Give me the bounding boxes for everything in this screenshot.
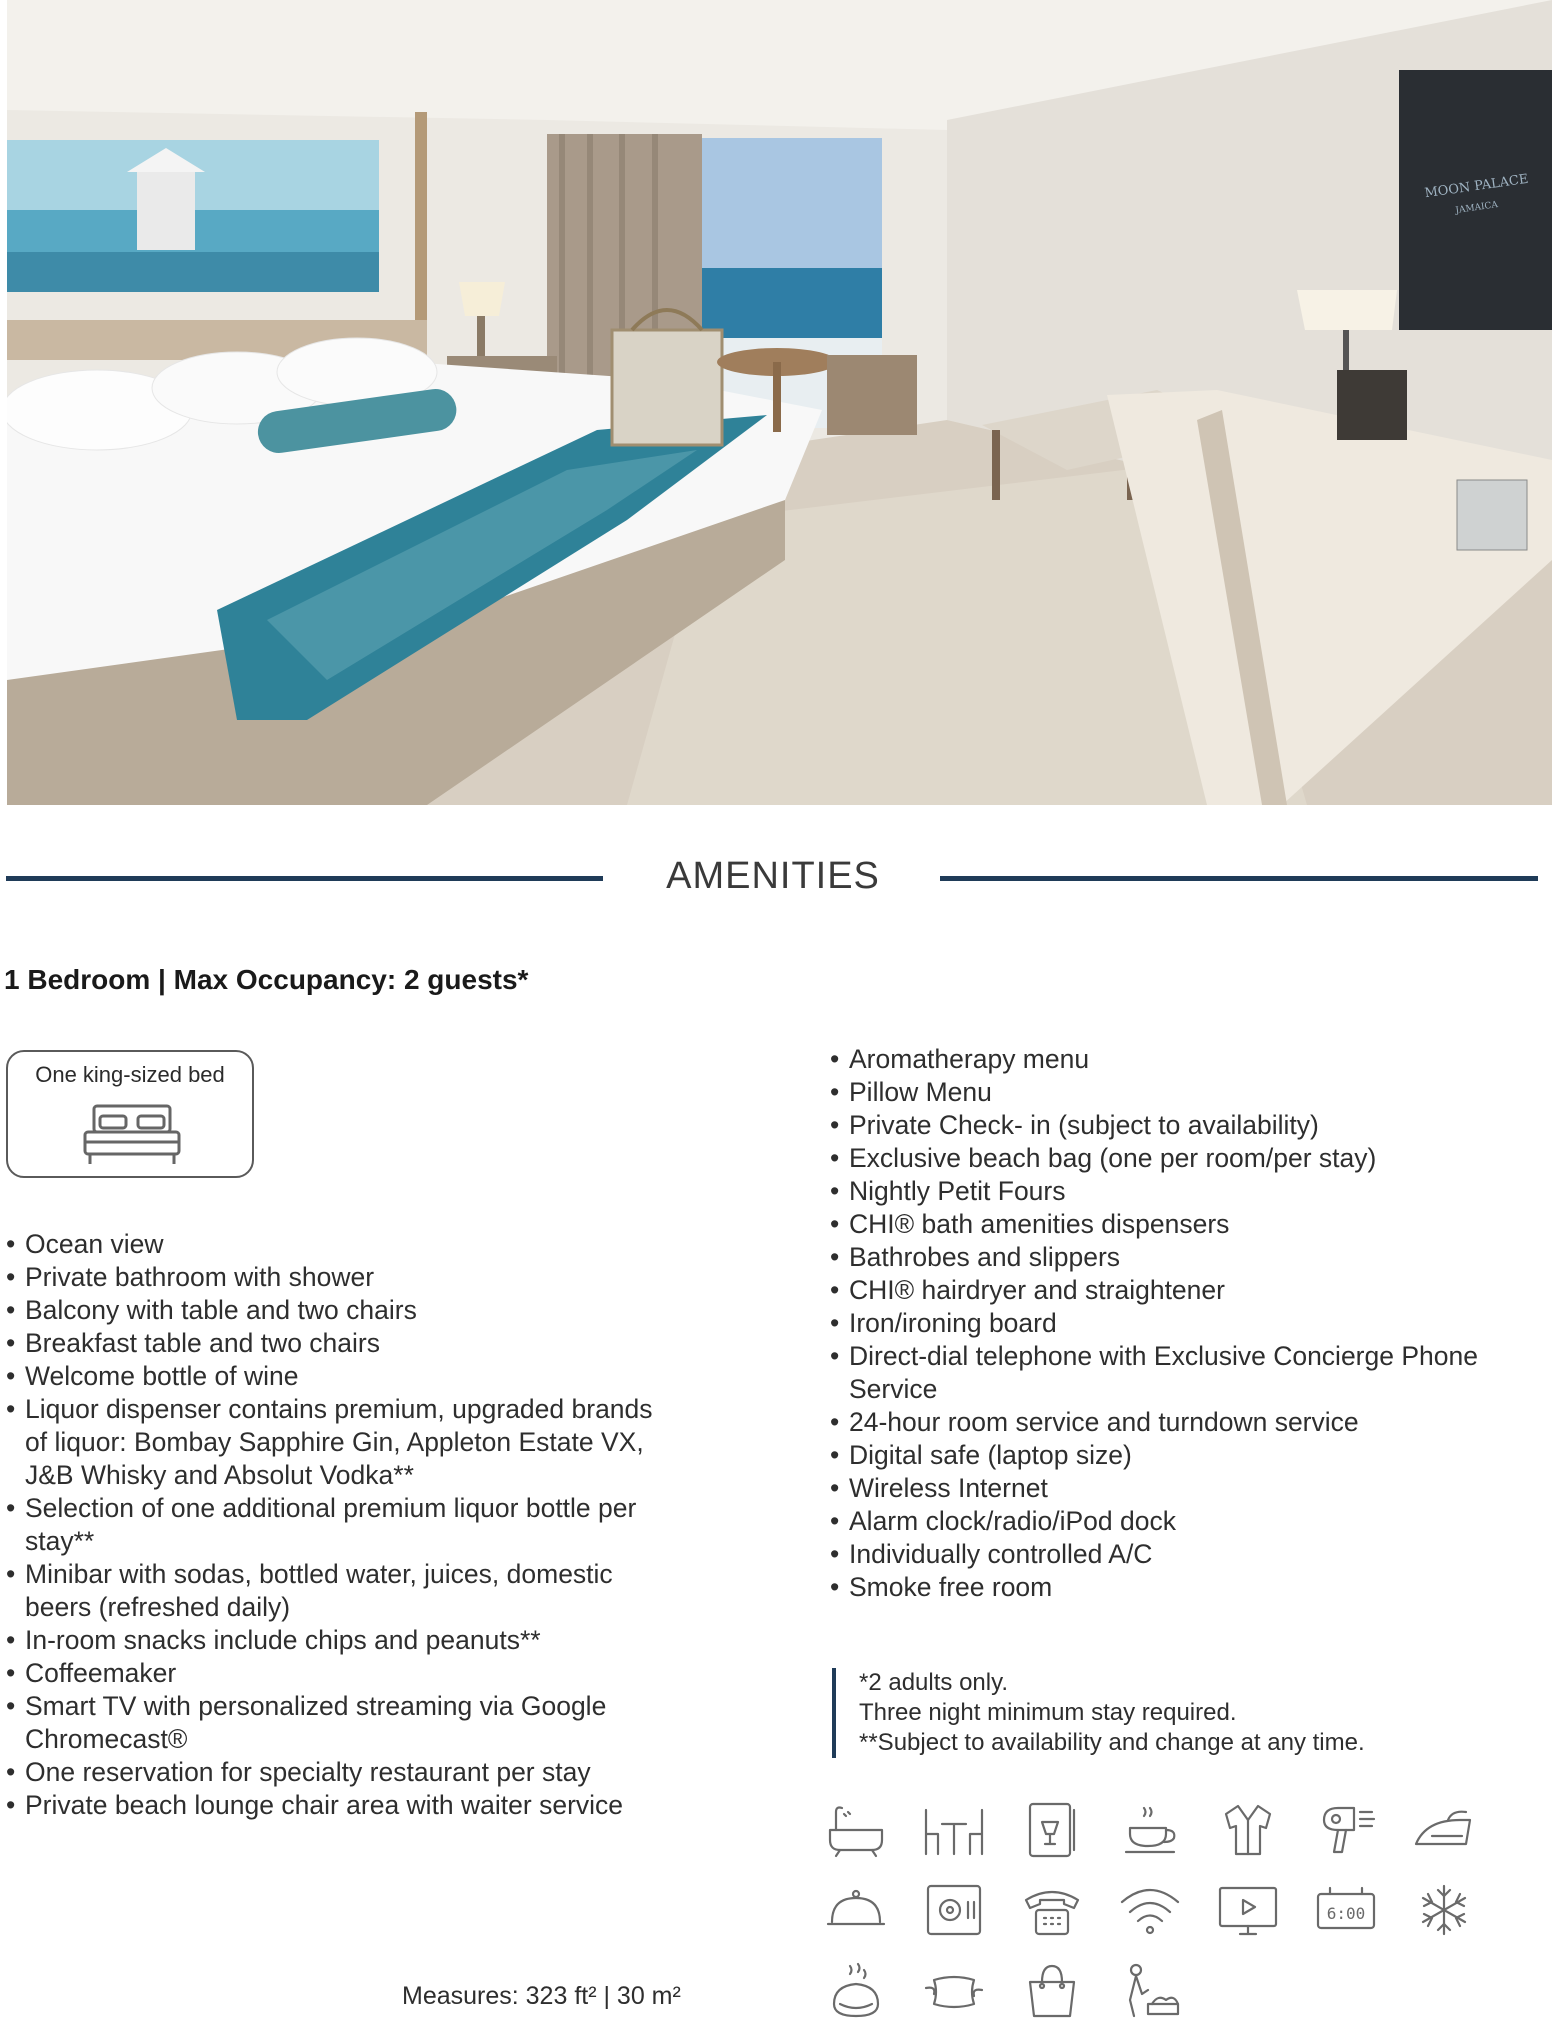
amenities-heading-row xyxy=(0,852,1558,902)
turndown-service-icon xyxy=(1118,1960,1182,2020)
bathtub-icon xyxy=(824,1800,888,1860)
footnote-box xyxy=(832,1668,1365,1758)
list-item: • Wireless Internet xyxy=(828,1472,1528,1505)
list-item: • Minibar with sodas, bottled water, juices, domestic beers (refreshed daily) xyxy=(4,1558,625,1624)
list-item: • CHI® bath amenities dispensers xyxy=(828,1208,1528,1241)
snowflake-icon xyxy=(1412,1880,1476,1940)
telephone-icon xyxy=(1020,1880,1084,1940)
list-item: • 24-hour room service and turndown service xyxy=(828,1406,1528,1439)
tv-logo-line1: MOON PALACE xyxy=(1423,171,1530,202)
amenities-list-left xyxy=(4,1228,724,1822)
amenities-list-right xyxy=(828,1043,1528,1604)
king-bed-icon xyxy=(82,1102,182,1168)
list-item: • Private bathroom with shower xyxy=(4,1261,724,1294)
bathrobe-icon xyxy=(1216,1800,1280,1860)
amenity-icon-grid xyxy=(824,1800,1524,2025)
tv-logo-line2: JAMAICA xyxy=(1454,200,1499,216)
list-item: • Nightly Petit Fours xyxy=(828,1175,1528,1208)
hairdryer-icon xyxy=(1314,1800,1378,1860)
heading-divider-left xyxy=(6,876,603,881)
list-item: • Alarm clock/radio/iPod dock xyxy=(828,1505,1528,1538)
heading-divider-right xyxy=(940,876,1538,881)
bed-type-card xyxy=(6,1050,254,1178)
tv-icon xyxy=(1216,1880,1280,1940)
list-item: • Bathrobes and slippers xyxy=(828,1241,1528,1274)
minibar-icon xyxy=(1020,1800,1084,1860)
hero-room-photo xyxy=(7,0,1552,805)
list-item: • Individually controlled A/C xyxy=(828,1538,1528,1571)
dining-table-icon xyxy=(922,1800,986,1860)
list-item: • Breakfast table and two chairs xyxy=(4,1327,724,1360)
list-item: • CHI® hairdryer and straightener xyxy=(828,1274,1528,1307)
room-service-cloche-icon xyxy=(824,1880,888,1940)
list-item: • In-room snacks include chips and peanuts** xyxy=(4,1624,724,1657)
list-item: • Private Check- in (subject to availability) xyxy=(828,1109,1528,1142)
safe-icon xyxy=(922,1880,986,1940)
clock-display: 6:00 xyxy=(1326,1904,1366,1923)
list-item: • Ocean view xyxy=(4,1228,724,1261)
iron-icon xyxy=(1412,1800,1476,1860)
list-item: • Selection of one additional premium liquor bottle per stay** xyxy=(4,1492,645,1558)
coffee-cup-icon xyxy=(1118,1800,1182,1860)
bed-type-label: One king-sized bed xyxy=(35,1062,225,1087)
list-item: • Iron/ironing board xyxy=(828,1307,1528,1340)
list-item: • Direct-dial telephone with Exclusive Concierge Phone Service xyxy=(828,1340,1539,1406)
list-item: • Balcony with table and two chairs xyxy=(4,1294,724,1327)
aromatherapy-icon xyxy=(824,1960,888,2020)
alarm-clock-icon xyxy=(1314,1880,1378,1940)
list-item: • Pillow Menu xyxy=(828,1076,1528,1109)
list-item: • Welcome bottle of wine xyxy=(4,1360,724,1393)
room-measures: Measures: 323 ft² | 30 m² xyxy=(402,1982,681,2010)
room-summary: 1 Bedroom | Max Occupancy: 2 guests* xyxy=(4,964,529,995)
list-item: • Exclusive beach bag (one per room/per stay) xyxy=(828,1142,1528,1175)
list-item: • One reservation for specialty restaurant per stay xyxy=(4,1756,724,1789)
list-item: • Smoke free room xyxy=(828,1571,1528,1604)
section-title: AMENITIES xyxy=(666,855,880,897)
list-item: • Digital safe (laptop size) xyxy=(828,1439,1528,1472)
footnote-line: **Subject to availability and change at any time. xyxy=(859,1729,1365,1756)
list-item: • Smart TV with personalized streaming via Google Chromecast® xyxy=(4,1690,665,1756)
pillow-icon xyxy=(922,1960,986,2020)
list-item: • Coffeemaker xyxy=(4,1657,724,1690)
footnote-line: Three night minimum stay required. xyxy=(859,1699,1237,1726)
footnote-line: *2 adults only. xyxy=(859,1669,1008,1696)
wifi-icon xyxy=(1118,1880,1182,1940)
list-item: • Aromatherapy menu xyxy=(828,1043,1528,1076)
list-item: • Liquor dispenser contains premium, upgraded brands of liquor: Bombay Sapphire Gin, Appleton Estate VX, J&B Whisky and Absolut Vodka** xyxy=(4,1393,675,1492)
list-item: • Private beach lounge chair area with waiter service xyxy=(4,1789,724,1822)
beach-bag-icon xyxy=(1020,1960,1084,2020)
